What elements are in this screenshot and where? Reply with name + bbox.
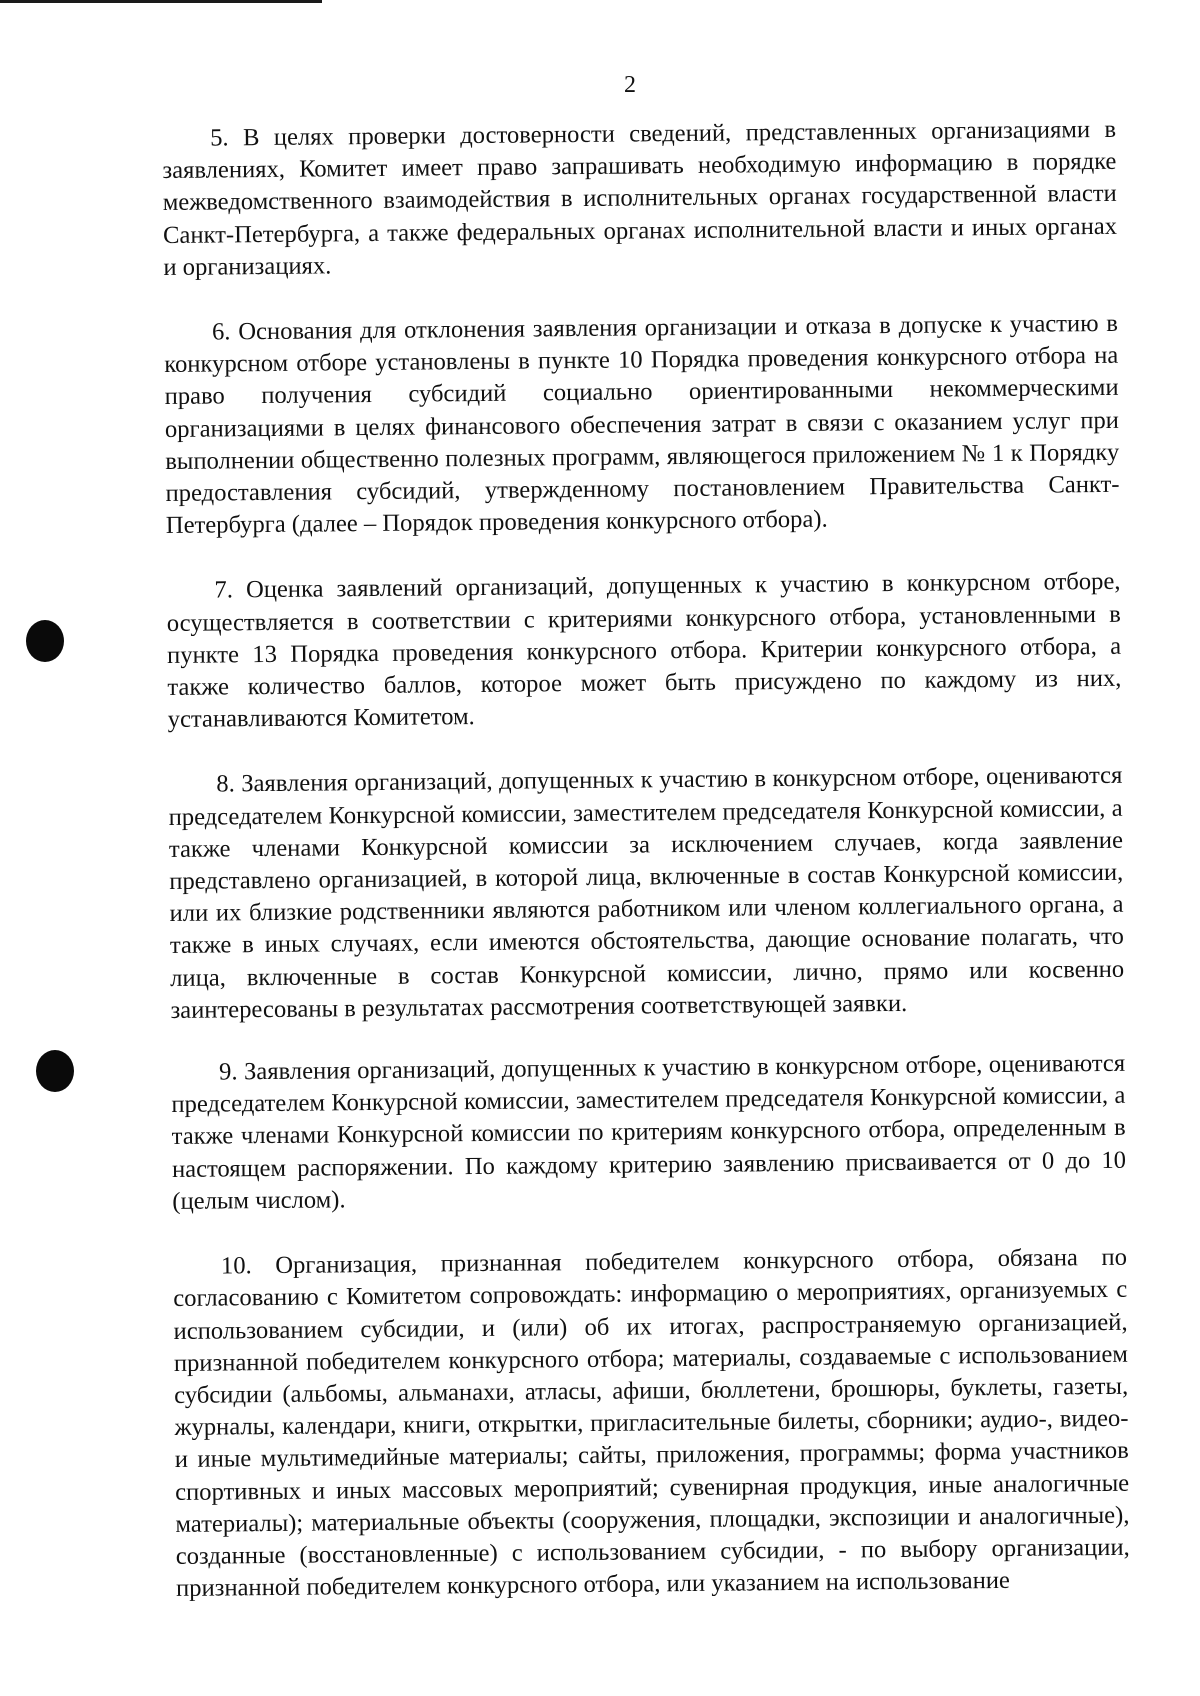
paragraph-6: 6. Основания для отклонения заявления организации и отказа в допуске к участию в конкурсном отборе установлены в пункте 10 Порядка проведения конкурсного отбора на право получения субсидий социально ориентированными некоммерческими организациями в целях финансового обеспечения затрат в связи с оказанием услуг при выполнении общественно полезных программ, являющегося приложением № 1 к Порядку предоставления субсидий, утвержденному постановлением Правительства Санкт-Петербурга (далее – Порядок проведения конкурсного отбора). — [164, 309, 1120, 540]
paragraph-5: 5. В целях проверки достоверности сведений, представленных организациями в заявлениях, Комитет имеет право запрашивать необходимую информацию в порядке межведомственного взаимодействия в исполнительных органах государственной власти Санкт-Петербурга, а также федеральных органах исполнительной власти и иных органах и организациях. — [162, 115, 1118, 281]
paragraph-8: 8. Заявления организаций, допущенных к участию в конкурсном отборе, оцениваются председателем Конкурсной комиссии, заместителем председателя Конкурсной комиссии, а также членами Конкурсной комиссии за исключением случаев, когда заявление представлено организацией, в которой лица, включенные в состав Конкурсной комиссии, или их близкие родственники являются работником или членом коллегиального органа, а также в иных случаях, если имеются обстоятельства, дающие основание полагать, что лица, включенные в состав Конкурсной комиссии, лично, прямо или косвенно заинтересованы в результатах рассмотрения соответствующей заявки. — [168, 762, 1125, 1024]
paragraph-10: 10. Организация, признанная победителем конкурсного отбора, обязана по согласованию с Комитетом сопровождать: информацию о мероприятиях, организуемых с использованием субсидии, и (или) об их итогах, распространяемую организацией, признанной победителем конкурсного отбора; материалы, создаваемые с использованием субсидии (альбомы, альманахи, атласы, афиши, бюллетени, брошюры, буклеты, газеты, журналы, календари, книги, открытки, пригласительные билеты, сборники; аудио-, видео- и иные мультимедийные материалы; сайты, приложения, программы; форма участников спортивных и иных массовых мероприятий; сувенирная продукция, иные аналогичные материалы); материальные объекты (сооружения, площадки, экспозиции и аналогичные), созданные (восстановленные) с использованием субсидии, - по выбору организации, признанной победителем конкурсного отбора, или указанием на использование — [173, 1243, 1130, 1603]
punch-hole-lower — [36, 1050, 74, 1092]
top-edge-rule — [0, 0, 322, 3]
paragraph-7: 7. Оценка заявлений организаций, допущенных к участию в конкурсном отборе, осуществляется в соответствии с критериями конкурсного отбора, установленными в пункте 13 Порядка проведения конкурсного отбора. Критерии конкурсного отбора, а также количество баллов, которое может быть присуждено по каждому из них, устанавливаются Комитетом. — [166, 568, 1122, 734]
paragraph-9: 9. Заявления организаций, допущенных к участию в конкурсном отборе, оцениваются председателем Конкурсной комиссии, заместителем председателя Конкурсной комиссии, а также членами Конкурсной комиссии по критериям конкурсного отбора, определенным в настоящем распоряжении. По каждому критерию заявлению присваивается от 0 до 10 (целым числом). — [171, 1049, 1127, 1215]
page-number: 2 — [624, 72, 636, 98]
punch-hole-upper — [26, 620, 64, 662]
document-body — [162, 114, 1131, 1638]
